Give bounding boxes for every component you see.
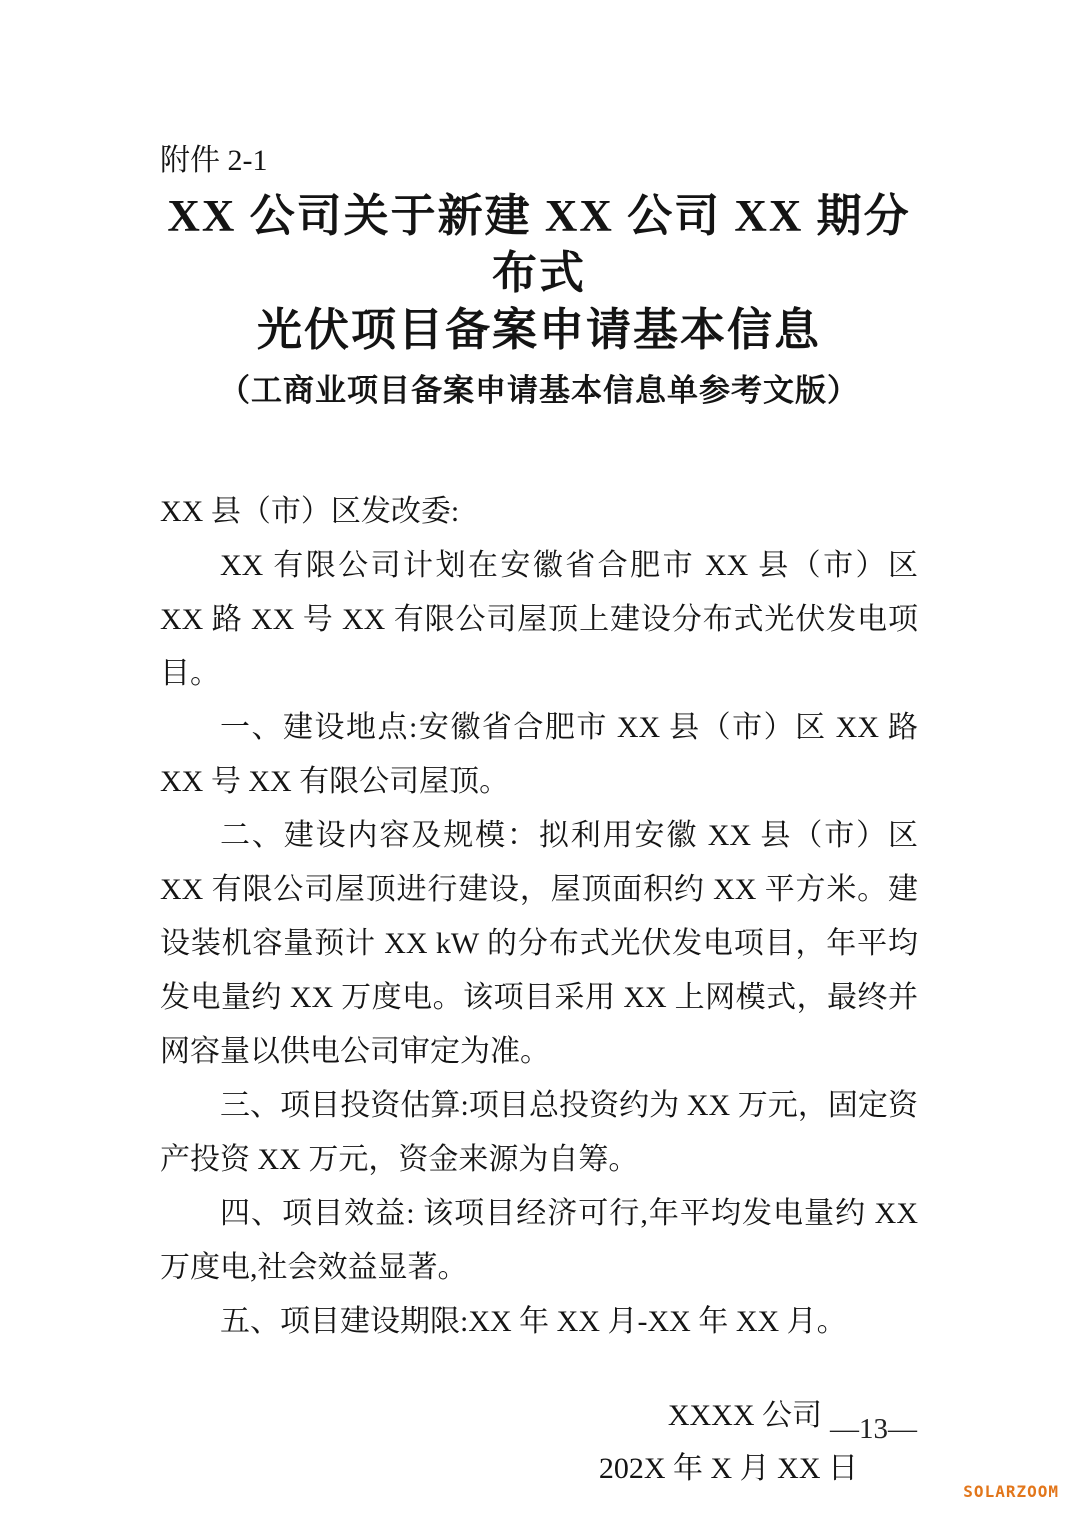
document-content (0, 140, 1080, 1495)
paragraph-section-2-scale: 二、建设内容及规模：拟利用安徽 XX 县（市）区 XX 有限公司屋顶进行建设，屋顶面积约 XX 平方米。建设装机容量预计 XX kW 的分布式光伏发电项目，年平均发电量约 XX 万度电。该项目采用 XX 上网模式，最终并网容量以供电公司审定为准。 (160, 819, 918, 1068)
page-number: —13— (830, 1413, 917, 1445)
attachment-label: 附件 2-1 (160, 144, 268, 177)
signature-date: 202X 年 X 月 XX 日 (598, 1452, 858, 1485)
salutation: XX 县（市）区发改委: (160, 495, 460, 528)
document-title-line2: 光伏项目备案申请基本信息 (256, 305, 821, 355)
paragraph-section-3-investment: 三、项目投资估算:项目总投资约为 XX 万元，固定资产投资 XX 万元，资金来源为自筹。 (160, 1089, 918, 1176)
document-subtitle: （工商业项目备案申请基本信息单参考文版） (219, 373, 859, 408)
solarzoom-watermark: SOLARZOOM (963, 1482, 1059, 1501)
document-title-line1: XX 公司关于新建 XX 公司 XX 期分布式 (167, 191, 911, 298)
paragraph-intro: XX 有限公司计划在安徽省合肥市 XX 县（市）区 XX 路 XX 号 XX 有限公司屋顶上建设分布式光伏发电项目。 (160, 549, 918, 690)
signature-block (160, 1389, 918, 1495)
signature-company: XXXX 公司 (667, 1399, 822, 1432)
document-body (160, 485, 918, 1349)
paragraph-section-4-benefit: 四、项目效益: 该项目经济可行,年平均发电量约 XX 万度电,社会效益显著。 (160, 1197, 918, 1284)
paragraph-section-1-location: 一、建设地点:安徽省合肥市 XX 县（市）区 XX 路 XX 号 XX 有限公司屋顶。 (160, 711, 918, 798)
document-title (160, 188, 918, 359)
paragraph-section-5-schedule: 五、项目建设期限:XX 年 XX 月-XX 年 XX 月。 (220, 1305, 847, 1338)
